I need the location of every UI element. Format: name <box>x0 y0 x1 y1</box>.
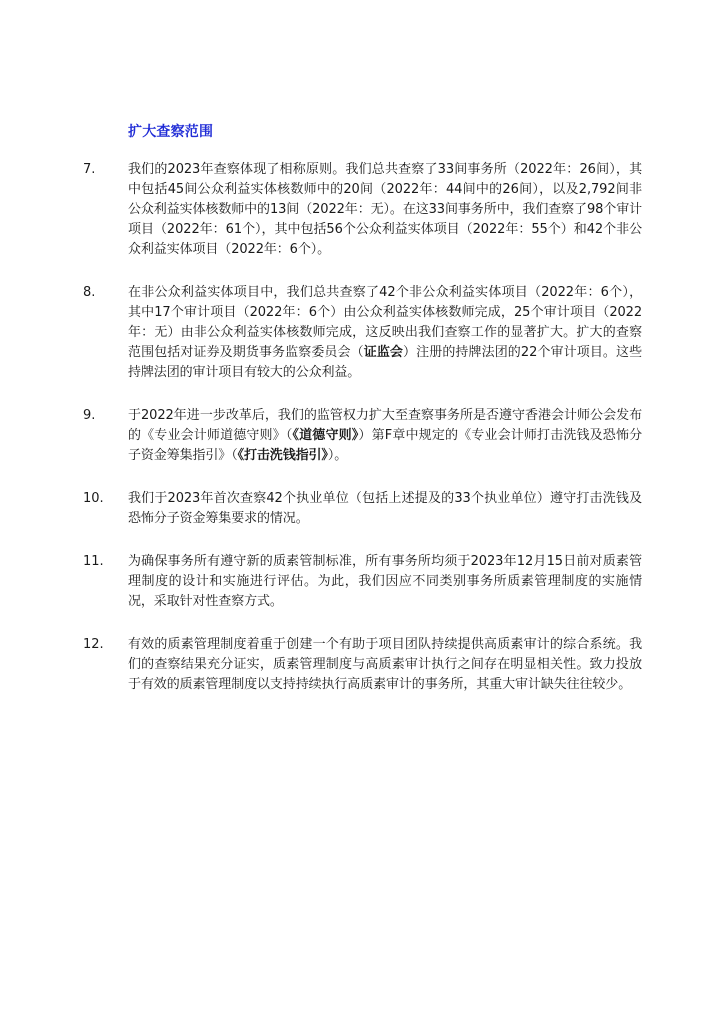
paragraph-text <box>128 406 642 466</box>
paragraph-text <box>128 552 642 612</box>
paragraph-number: 8. <box>83 285 96 300</box>
paragraph-number: 12. <box>83 637 104 652</box>
paragraph-12 <box>0 635 724 695</box>
text-segment: 我们于2023年首次查察42个执业单位（包括上述提及的33个执业单位）遵守打击洗钱及恐怖分子资金筹集要求的情况。 <box>128 491 642 526</box>
paragraph-10 <box>0 489 724 529</box>
text-segment: 为确保事务所有遵守新的质素管制标准，所有事务所均须于2023年12月15日前对质素管理制度的设计和实施进行评估。为此，我们因应不同类别事务所质素管理制度的实施情况，采取针对性查察方式。 <box>128 554 642 609</box>
section-heading: 扩大查察范围 <box>128 124 214 140</box>
text-segment: ）第F章中规定的《专业会计师打击洗钱及恐怖分子资金筹集指引》（ <box>128 428 643 463</box>
defined-term: 《道德守则》 <box>292 428 359 443</box>
paragraph-number: 11. <box>83 554 104 569</box>
paragraph-7 <box>0 160 724 260</box>
paragraph-text <box>128 489 642 529</box>
text-segment: 于2022年进一步改革后，我们的监管权力扩大至查察事务所是否遵守香港会计师公会发布的《专业会计师道德守则》（ <box>128 408 642 443</box>
defined-term: 《打击洗钱指引》 <box>237 448 328 463</box>
paragraph-list <box>0 160 724 718</box>
paragraph-text <box>128 283 642 383</box>
paragraph-11 <box>0 552 724 612</box>
text-segment: 我们的2023年查察体现了相称原则。我们总共查察了33间事务所（2022年：26间），其中包括45间公众利益实体核数师中的20间（2022年：44间中的26间），以及2,792间非公众利益实体核数师中的13间（2022年：无）。在这33间事务所中，我们查察了98个审计项目（2022年：61个），其中包括56个公众利益实体项目（2022年：55个）和42个非公众利益实体项目（2022年：6个）。 <box>128 162 642 257</box>
text-segment: 有效的质素管理制度着重于创建一个有助于项目团队持续提供高质素审计的综合系统。我们的查察结果充分证实，质素管理制度与高质素审计执行之间存在明显相关性。致力投放于有效的质素管理制度以支持持续执行高质素审计的事务所，其重大审计缺失往往较少。 <box>128 637 642 692</box>
defined-term: 证监会 <box>363 345 404 360</box>
text-segment: ）。 <box>327 448 348 463</box>
paragraph-9 <box>0 406 724 466</box>
paragraph-8 <box>0 283 724 383</box>
text-segment: 在非公众利益实体项目中，我们总共查察了42个非公众利益实体项目（2022年：6个），其中17个审计项目（2022年：6个）由公众利益实体核数师完成，25个审计项目（2022年：无）由非公众利益实体核数师完成，这反映出我们查察工作的显著扩大。扩大的查察范围包括对证券及期货事务监察委员会（ <box>128 285 642 360</box>
paragraph-text <box>128 160 642 260</box>
paragraph-text <box>128 635 642 695</box>
paragraph-number: 10. <box>83 491 104 506</box>
text-segment: ）注册的持牌法团的22个审计项目。这些持牌法团的审计项目有较大的公众利益。 <box>128 345 643 380</box>
paragraph-number: 7. <box>83 162 96 177</box>
paragraph-number: 9. <box>83 408 96 423</box>
